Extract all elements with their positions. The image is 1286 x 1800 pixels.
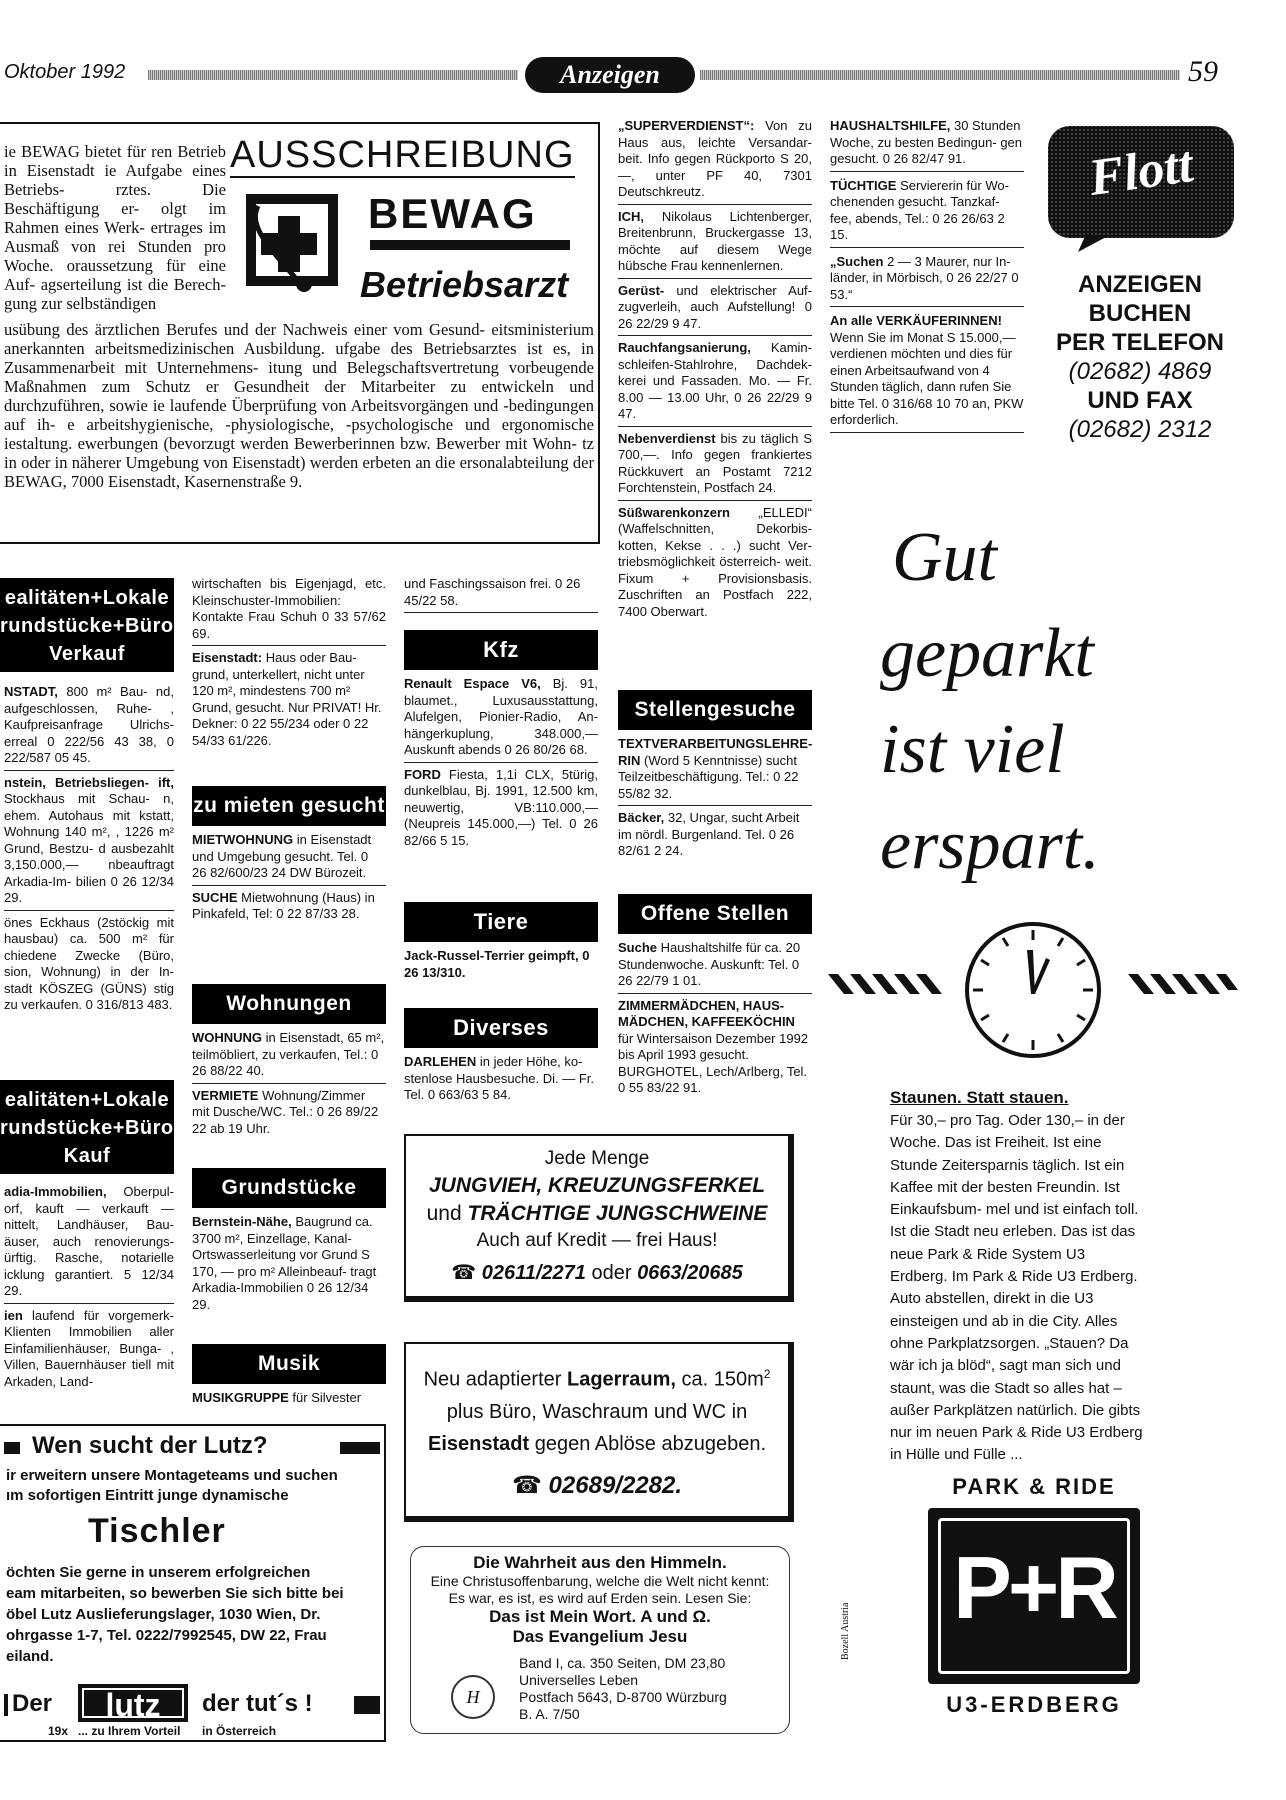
stellengesuche-list [618,736,812,860]
parkride-slogan [880,510,1220,894]
realitaeten-kauf-list [4,1184,174,1390]
list-item: MIETWOHNUNG in Eisenstadt und Umgebung gesucht. Tel. 0 26 82/600/23 24 DW Bürozeit. [192,832,386,886]
grundstuecke-list [192,1214,386,1313]
list-item: TEXTVERARBEITUNGSLEHRE- RIN (Word 5 Kenntnisse) sucht Teilzeitbeschäftigung. Tel.: 0 22 55/82 32. [618,736,812,806]
parkride-credit: Bozell Austria [840,1602,851,1660]
stellengesuche-header: Stellengesuche [618,690,812,730]
flott-text [1040,270,1240,444]
wohnungen-header: Wohnungen [192,984,386,1024]
realitaeten-kauf-title3: Kauf [63,1145,111,1167]
himmel-title: Die Wahrheit aus den Himmeln. [473,1553,727,1572]
list-item: SUCHE Mietwohnung (Haus) in Pinkafeld, Tel: 0 22 87/33 28. [192,889,375,921]
list-item: „Suchen 2 — 3 Maurer, nur In- länder, in Mörbisch, 0 26 22/27 0 53.“ [830,254,1024,308]
list-item: Nebenverdienst bis zu täglich S 700,—. Info gegen frankiertes Rückkuvert an Postamt 7212 Forchtenstein, Postfach 24. [618,431,812,501]
mid-column-classifieds [618,118,812,620]
bewag-body-text: usübung des ärztlichen Berufes und der Nachweis einer vom Gesund- eitsministerium anerkannten arbeitsmedizinischen Ausbildung. ufgabe des Betriebsarztes ist es, in Zusammenarbeit mit Unternehmens- itung und Belegschaftsvertretung vorbeugende Maßnahmen zum Schutz er Gesundheit der Mitarbeiter zu entwickeln und durchzuführen, sowie ie laufende Überprüfung von Arbeitsvorgängen und -bedingungen auf ih- e arbeitshygienische, -physiologische, -psychologische und ergonomische iestaltung. [4,320,594,453]
jungvieh-line3: und TRÄCHTIGE JUNGSCHWEINE [426,1202,768,1225]
list-item: ICH, Nikolaus Lichtenberger, Breitenbrunn, Bruckergasse 13, möchte auf diesem Wege hübsche Frau kennenlernen. [618,209,812,279]
grundstuecke-header: Grundstücke [192,1168,386,1208]
clock-icon [828,922,1238,1062]
tiere-header: Tiere [404,902,598,942]
bewag-body [4,320,594,491]
flott-logo-text: Flott [1085,136,1197,207]
flott-phone1: (02682) 4869 [1068,358,1212,385]
list-item: NSTADT, 800 m² Bau- nd, aufgeschlossen, Ruhe- , Kaufpreisanfrage Ulrichs- erreal 0 222/56 43 38, 0 222/587 05 45. [4,684,174,771]
realitaeten-kauf-header [0,1080,186,1174]
bewag-logo [238,186,348,296]
list-item: önes Eckhaus (2stöckig mit hausbau) ca. 500 m² für chiedene Zwecke (Büro, sion, Wohnung) in der In- stadt KÖSZEG (GÜNS) stig zu verkaufen. 0 316/813 483. [4,914,174,1012]
realitaeten-verkauf-title1: ealitäten+Lokale [4,587,170,609]
header-bar-right [700,70,1180,80]
parkride-logo-bottom: U3-ERDBERG [946,1692,1122,1717]
lutz-body: öchten Sie gerne in unserem erfolgreichen eam mitarbeiten, so bewerben Sie sich bitte bei öbel Lutz Auslieferungslager, 1030 Wien, Dr. ohrgasse 1-7, Tel. 0222/7992545, DW 22, Frau eiland. [6,1564,344,1665]
realitaeten-verkauf-list [4,684,174,1014]
lager-line3: Eisenstadt gegen Ablöse abzugeben. [427,1432,767,1455]
list-item: Jack-Russel-Terrier geimpft, 0 26 13/310. [404,948,590,980]
flott-phone2: (02682) 2312 [1068,416,1212,443]
col3-top: und Faschingssaison frei. 0 26 45/22 58. [404,576,598,613]
list-item: Suche Haushaltshilfe für ca. 20 Stundenwoche. Auskunft: Tel. 0 26 22/79 1 01. [618,940,812,994]
himmel-ad [410,1546,790,1734]
flott-line2: BUCHEN [1088,300,1192,327]
kfz-header: Kfz [404,630,598,670]
list-item: ien laufend für vorgemerk- Klienten Immobilien aller Einfamilienhäuser, Bunga- , Villen, Bauernhäuser tiell mit Arkaden, Land- [4,1307,174,1389]
diverses-list [404,1054,598,1104]
lutz-der: Der [12,1690,53,1717]
lutz-footer [0,1684,384,1740]
jungvieh-line2: JUNGVIEH, KREUZUNGSFERKEL [428,1174,766,1197]
lutz-ad [0,1424,386,1742]
himmel-l3: Es war, es ist, es wird auf Erden sein. Lesen Sie: [448,1590,752,1606]
flott-line3: PER TELEFON [1055,329,1224,356]
header-section: Anzeigen [560,60,660,89]
himmel-l2: Eine Christusoffenbarung, welche die Welt nicht kennt: [430,1573,770,1589]
jungvieh-phones: ☎ 02611/2271 oder 0663/20685 [451,1262,743,1284]
lager-phone: ☎ 02689/2282. [511,1471,683,1499]
parkride-logo-box [928,1508,1140,1684]
parkride-s1: Gut [892,519,997,596]
list-item: MUSIKGRUPPE für Silvester [192,1390,362,1405]
right-column-classifieds [830,118,1024,433]
himmel-emblem-icon: H [451,1675,495,1719]
parkride-s3: ist viel [880,711,1065,788]
list-item: TÜCHTIGE Serviererin für Wo- chenenden gesucht. Tanzkaf- fee, abends, Tel.: 0 26 26/63 2 15. [830,178,1024,248]
header-section-badge [525,57,695,93]
offene-stellen-list [618,940,812,1097]
list-item: VERMIETE Wohnung/Zimmer mit Dusche/WC. Tel.: 0 26 89/22 22 ab 19 Uhr. [192,1087,379,1136]
bewag-intro: ie BEWAG bietet für ren Betrieb in Eisenstadt ie Aufgabe eines Betriebs- rztes. Die Beschäftigung er- olgt im Rahmen eines Werk- ertrages im Ausmaß von rei Stunden pro Woche. oraussetzung für eine Auf- agserteilung ist die Berech- gung zur selbständigen [4,142,226,313]
lutz-title-row [0,1432,384,1462]
page-number: 59 [1188,55,1218,88]
lutz-v1: ... zu Ihrem Vorteil [78,1724,181,1738]
header-date: Oktober 1992 [4,61,126,83]
lutz-job: Tischler [88,1512,226,1550]
lutz-title: Wen sucht der Lutz? [32,1432,268,1459]
list-item: ZIMMERMÄDCHEN, HAUS- MÄDCHEN, KAFFEEKÖCHIN für Wintersaison Dezember 1992 bis April 1993 gesucht. BURGHOTEL, Lech/Arlberg, Tel. 0 55 83/22 91. [618,997,809,1095]
jungvieh-line4: Auch auf Kredit — frei Haus! [476,1230,718,1251]
list-item: adia-Immobilien, Oberpul- orf, kauft — verkauft — nittelt, Landhäuser, Bau- äuser, auch renovierungs- ürftig. Rasche, notarielle icklung garantiert. 5 12/34 29. [4,1184,174,1304]
wohnungen-list [192,1030,386,1137]
realitaeten-verkauf-title2: rundstücke+Büros [0,615,186,637]
bewag-company: BEWAG [368,190,537,237]
lutz-logo: lutz [78,1684,188,1722]
phone-icon: ☎ [451,1262,482,1284]
tiere-list [404,948,598,981]
lutz-tuts: der tut´s ! [202,1690,313,1717]
list-item: Bernstein-Nähe, Baugrund ca. 3700 m², Einzellage, Kanal- Ortswasserleitung vor Grund S 170, — pro m² Alleinbeauf- tragt Arkadia-Immobilien 0 26 12/34 29. [192,1214,377,1312]
bewag-title: AUSSCHREIBUNG [230,134,575,176]
parkride-subhead: Staunen. Statt stauen. [890,1088,1069,1107]
list-item: HAUSHALTSHILFE, 30 Stunden Woche, zu besten Bedingun- gen gesucht. 0 26 82/47 91. [830,118,1024,172]
himmel-address: Band I, ca. 350 Seiten, DM 23,80 Universelles Leben Postfach 5643, D-8700 Würzburg B. A. 7/50 [519,1655,727,1722]
jungvieh-ad [404,1134,794,1302]
bewag-arrow [370,240,570,250]
list-item: FORD Fiesta, 1,1i CLX, 5türig, dunkelblau, Bj. 1991, 12.500 km, neuwertig, VB:110.000,— (Neupreis 145.000,—) Tel. 0 26 82/66 5 15. [404,766,598,848]
bewag-ad [0,122,600,544]
page-header [0,55,1286,95]
list-item: Gerüst- und elektrischer Auf- zugverleih, auch Aufstellung! 0 26 22/29 9 47. [618,283,812,337]
list-item: wirtschaften bis Eigenjagd, etc. Kleinschuster-Immobilien: Kontakte Frau Schuh 0 33 57/62 69. [192,576,386,646]
flott-line1: ANZEIGEN [1077,271,1202,298]
parkride-logo-top: PARK & RIDE [952,1474,1116,1499]
parkride-body: Für 30,– pro Tag. Oder 130,– in der Woche. Das ist Freiheit. Ist eine Stunde Zeitersparnis täglich. Ist ein Kaffee mit der besten Freundin. Ist Einkaufsbum- mel und ist einfach toll. Ist die Stadt neu erleben. Das ist das neue Park & Ride System U3 Erdberg. Im Park & Ride U3 Erdberg. Auto abstellen, direkt in die U3 einsteigen und ab in die City. Alles ohne Parkplatzsorgen. „Stauen? Da wär ich ja blöd“, sagt man sich und staunt, was die Stadt so alles hat – außer Parkplätzen natürlich. Die gibts nur im neuen Park & Ride U3 Erdberg in Hülle und Fülle ... [890,1112,1143,1464]
flott-logo [1046,124,1236,254]
realitaeten-kauf-title2: rundstücke+Büros [0,1117,186,1139]
himmel-l4: Das ist Mein Wort. A und Ω. [489,1607,711,1626]
musik-header: Musik [192,1344,386,1384]
musik-list [192,1390,386,1407]
list-item: Rauchfangsanierung, Kamin- schleifen-Stahlrohre, Dachdek- kerei und Fassaden. Mo. — Fr. 8.00 — 13.00 Uhr, 0 26 22/29 9 47. [618,340,812,427]
list-item: Eisenstadt: Haus oder Bau- grund, unterkellert, nicht unter 120 m², mindestens 700 m² Grund, gesucht. Nur PRIVAT! Hr. Dekner: 0 22 55/234 oder 0 22 54/33 61/226. [192,650,382,748]
jungvieh-line1: Jede Menge [544,1148,650,1169]
parkride-s4: erspart. [880,807,1100,884]
list-item: An alle VERKÄUFERINNEN! Wenn Sie im Monat S 15.000,— verdienen möchten und dies für einen Arbeitsaufwand von 4 Stunden täglich, dann rufen Sie bitte Tel. 0 316/68 10 70 an, PKW erforderlich. [830,313,1024,433]
zu-mieten-list [192,832,386,923]
list-item: WOHNUNG in Eisenstadt, 65 m², teilmöbliert, zu verkaufen, Tel.: 0 26 88/22 40. [192,1030,386,1084]
list-item: nstein, Betriebsliegen- ift, Stockhaus mit Schau- n, ehem. Autohaus mit kstatt, Wohnung 140 m², , 1226 m² Grund, Bestzu- d ausbezahlt 3,150.000,— nbeauftragt Arkadia-Im- bilien 0 26 12/34 29. [4,775,174,911]
lagerraum-ad [404,1342,794,1522]
medical-cross-icon [238,186,348,296]
header-bar-left [148,70,518,80]
himmel-l5: Das Evangelium Jesu [512,1627,688,1646]
bewag-closing: ewerbungen (bevorzugt werden Bewerberinnen bzw. Bewerber mit Wohn- tz in oder in näherer Umgebung von Eisenstadt) werden erbeten an die ersonalabteilung der BEWAG, 7000 Eisenstadt, Kasernenstraße 9. [4,434,595,491]
lager-line2: plus Büro, Waschraum und WC in [446,1400,748,1423]
parkride-logo-mid: P+R [953,1538,1115,1637]
realitaeten-verkauf-header [0,578,186,672]
offene-stellen-header: Offene Stellen [618,894,812,934]
list-item: „SUPERVERDIENST“: Von zu Haus aus, leichte Versandar- beit. Info gegen Rückporto S 20,—, unter PF 40, 7301 Deutschkreutz. [618,118,812,205]
lutz-v2: in Österreich [202,1724,277,1738]
col2-top-list [192,576,386,749]
list-item: Bäcker, 32, Ungar, sucht Arbeit im nördl. Burgenland. Tel. 0 26 82/61 2 24. [618,810,800,858]
diverses-header: Diverses [404,1008,598,1048]
flott-line4: UND FAX [1087,387,1193,414]
list-item: Renault Espace V6, Bj. 91, blaumet., Luxusausstattung, Alufelgen, Pionier-Radio, An- hängerkuplung, 348.000,— Auskunft abends 0 26 80/26 68. [404,676,598,763]
realitaeten-kauf-title1: ealitäten+Lokale [4,1089,170,1111]
lager-line1: Neu adaptierter Lagerraum, ca. $150m^2$ [423,1367,771,1391]
parkride-clock [828,922,1238,1062]
zu-mieten-header: zu mieten gesucht [192,786,386,826]
bewag-position: Betriebsarzt [360,264,569,305]
list-item: Süßwarenkonzern „ELLEDI“ (Waffelschnitten, Dekorbis- kotten, Kekse . . .) sucht Ver- triebsmöglichkeit österreich- weit. Fixum + Provisionsbasis. Zuschriften an Postfach 222, 7400 Oberwart. [618,504,812,619]
lutz-count: 19x [48,1724,69,1738]
parkride-s2: geparkt [880,615,1094,692]
lutz-intro: ir erweitern unsere Montageteams und suchen ım sofortigen Eintritt junge dynamische [6,1467,338,1504]
realitaeten-verkauf-title3: Verkauf [49,643,125,665]
phone-icon: ☎ [511,1471,549,1499]
kfz-list [404,676,598,849]
list-item: DARLEHEN in jeder Höhe, ko- stenlose Hausbesuche. Di. — Fr. Tel. 0 663/63 5 84. [404,1054,595,1102]
parkride-logo [924,1474,1144,1722]
